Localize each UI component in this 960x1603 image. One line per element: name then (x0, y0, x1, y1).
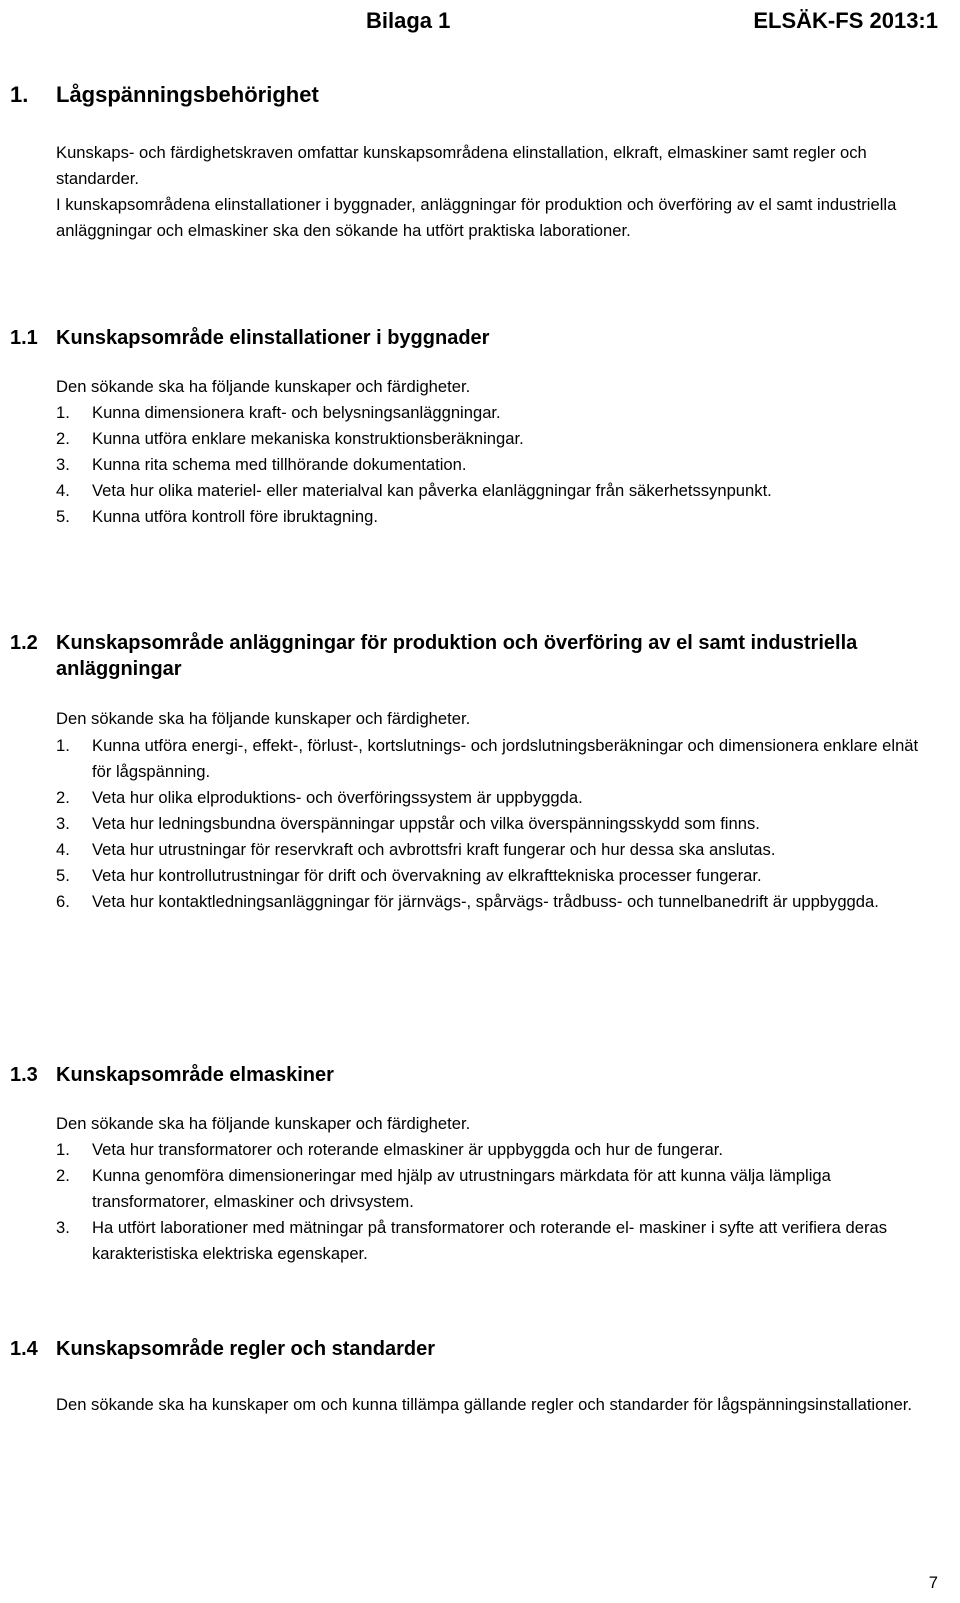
document-code: ELSÄK-FS 2013:1 (753, 8, 938, 33)
item-number: 3. (56, 455, 70, 474)
item-text: Kunna utföra kontroll före ibruktagning. (92, 507, 378, 526)
list-item (56, 889, 936, 915)
list-item (56, 1215, 936, 1267)
lead-text: Den sökande ska ha följande kunskaper och färdigheter. (56, 377, 471, 396)
requirement-list (56, 400, 936, 530)
lead-text: Den sökande ska ha följande kunskaper och färdigheter. (56, 1114, 471, 1133)
subsection-heading (10, 1062, 876, 1088)
list-item (56, 426, 936, 452)
list-item (56, 478, 936, 504)
list-item (56, 733, 936, 785)
subsection-title: Kunskapsområde anläggningar för produktion och överföring av el samt industriella anläggningar (56, 632, 858, 680)
item-number: 1. (56, 736, 70, 755)
subsection-number: 1.2 (10, 632, 38, 654)
subsection-heading (10, 1336, 876, 1362)
item-number: 3. (56, 1218, 70, 1237)
item-number: 5. (56, 866, 70, 885)
section-title: Lågspänningsbehörighet (56, 82, 319, 107)
lead-text: Den sökande ska ha följande kunskaper och färdigheter. (56, 709, 471, 728)
document-annex-label: Bilaga 1 (366, 8, 451, 33)
item-number: 4. (56, 840, 70, 859)
requirement-list (56, 733, 936, 915)
item-text: Veta hur utrustningar för reservkraft och avbrottsfri kraft fungerar och hur dessa ska anslutas. (92, 840, 776, 859)
item-text: Veta hur kontrollutrustningar för drift och övervakning av elkrafttekniska processer fungerar. (92, 866, 762, 885)
item-number: 2. (56, 1166, 70, 1185)
item-text: Veta hur ledningsbundna överspänningar uppstår och vilka överspänningsskydd som finns. (92, 814, 760, 833)
item-text: Veta hur olika elproduktions- och överföringssystem är uppbyggda. (92, 788, 583, 807)
list-item (56, 837, 936, 863)
item-text: Veta hur kontaktledningsanläggningar för järnvägs-, spårvägs- trådbuss- och tunnelbanedrift är uppbyggda. (92, 892, 879, 911)
section-number: 1. (10, 82, 29, 107)
subsection-title: Kunskapsområde elmaskiner (56, 1064, 334, 1086)
item-text: Kunna genomföra dimensioneringar med hjälp av utrustningars märkdata för att kunna välja lämpliga transformatorer, elmaskiner och drivsystem. (92, 1166, 831, 1211)
list-item (56, 1137, 936, 1163)
subsection-number: 1.1 (10, 327, 38, 349)
page-number: 7 (928, 1573, 938, 1592)
list-item (56, 452, 936, 478)
intro-paragraph: Kunskaps- och färdighetskraven omfattar kunskapsområdena elinstallation, elkraft, elmaskiner samt regler och standarder. (56, 143, 867, 188)
item-number: 1. (56, 1140, 70, 1159)
list-item (56, 785, 936, 811)
subsection-lead (56, 1392, 916, 1418)
item-number: 3. (56, 814, 70, 833)
item-number: 6. (56, 892, 70, 911)
subsection-heading (10, 630, 876, 682)
item-text: Kunna utföra enklare mekaniska konstruktionsberäkningar. (92, 429, 524, 448)
subsection-number: 1.4 (10, 1338, 38, 1360)
item-text: Kunna dimensionera kraft- och belysningsanläggningar. (92, 403, 501, 422)
subsection-lead (56, 706, 942, 732)
item-number: 2. (56, 429, 70, 448)
item-number: 4. (56, 481, 70, 500)
item-number: 5. (56, 507, 70, 526)
list-item (56, 811, 936, 837)
section-intro (56, 140, 942, 244)
subsection-title: Kunskapsområde regler och standarder (56, 1338, 436, 1360)
subsection-title: Kunskapsområde elinstallationer i byggnader (56, 327, 490, 349)
subsection-lead (56, 374, 942, 400)
intro-paragraph: I kunskapsområdena elinstallationer i byggnader, anläggningar för produktion och överföring av el samt industriella anläggningar och elmaskiner ska den sökande ha utfört praktiska laborationer. (56, 195, 897, 240)
item-text: Veta hur olika materiel- eller materialval kan påverka elanläggningar från säkerhetssynpunkt. (92, 481, 772, 500)
item-text: Ha utfört laborationer med mätningar på transformatorer och roterande el- maskiner i syfte att verifiera deras karakteristiska elektriska egenskaper. (92, 1218, 888, 1263)
subsection-heading (10, 325, 876, 351)
item-number: 1. (56, 403, 70, 422)
list-item (56, 863, 936, 889)
list-item (56, 1163, 936, 1215)
subsection-lead (56, 1111, 942, 1137)
item-number: 2. (56, 788, 70, 807)
subsection-number: 1.3 (10, 1064, 38, 1086)
lead-text: Den sökande ska ha kunskaper om och kunna tillämpa gällande regler och standarder för lågspänningsinstallationer. (56, 1395, 913, 1414)
item-text: Kunna utföra energi-, effekt-, förlust-, kortslutnings- och jordslutningsberäkningar och dimensionera enklare elnät för lågspänning. (92, 736, 919, 781)
list-item (56, 400, 936, 426)
requirement-list (56, 1137, 936, 1267)
section-heading (10, 80, 319, 110)
list-item (56, 504, 936, 530)
item-text: Veta hur transformatorer och roterande elmaskiner är uppbyggda och hur de fungerar. (92, 1140, 723, 1159)
item-text: Kunna rita schema med tillhörande dokumentation. (92, 455, 467, 474)
